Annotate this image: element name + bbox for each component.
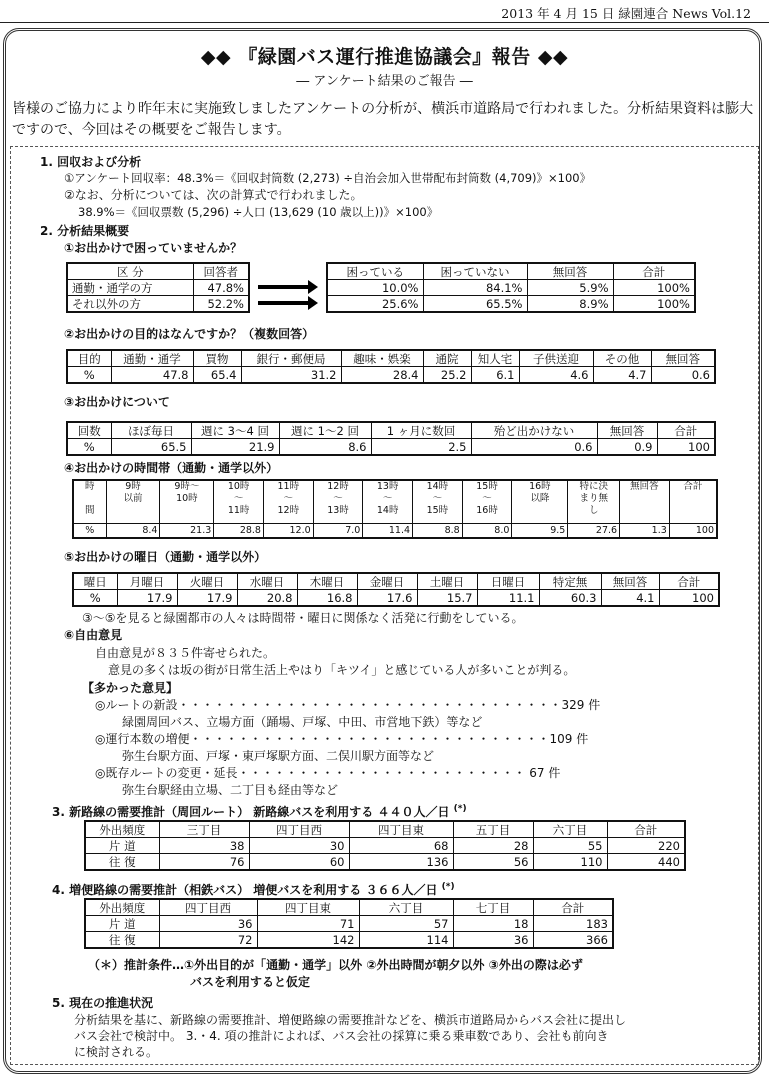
- section1-line2: ②なお、分析については、次の計算式で行われました。: [64, 188, 363, 202]
- s4-cell: 57: [359, 916, 453, 932]
- q1-cell: 5.9%: [527, 280, 613, 296]
- q1-header-respondents: 回答者: [193, 263, 249, 280]
- q4-header-line: 11時: [227, 505, 250, 516]
- q4-header-cell: [620, 480, 670, 524]
- s3-header-cell: 三丁目: [159, 821, 249, 838]
- s3-cell: 76: [159, 854, 249, 871]
- q6-line: 意見の多くは坂の街が日常生活上やはり「キツイ」と感じている人が多いことが判る。: [108, 663, 576, 677]
- q6-label: ⑥自由意見: [64, 628, 123, 642]
- q4-header-line: 〜: [333, 493, 343, 504]
- q5-value-cell: 11.1: [477, 590, 539, 607]
- s4-row-round-trip: [85, 932, 613, 949]
- s3-cell: 60: [249, 854, 349, 871]
- q6-line: ◎既存ルートの変更・延長・・・・・・・・・・・・・・・・・・・・・・・・ 67 件: [95, 766, 561, 780]
- q4-value-cell: 1.3: [620, 524, 670, 539]
- q6-line: 弥生台駅方面、戸塚・東戸塚駅方面、二俣川駅方面等など: [122, 749, 435, 763]
- q4-value-row: [73, 524, 717, 539]
- s4-cell: 183: [533, 916, 613, 932]
- s4-header-cell: 四丁目東: [257, 899, 359, 916]
- q5-header-cell: 火曜日: [177, 573, 237, 590]
- s3-cell: 68: [349, 838, 453, 854]
- q4-header-line: 10時: [176, 493, 198, 504]
- q3-value-cell: 8.6: [279, 439, 371, 456]
- q3-label: ③お出かけについて: [64, 395, 170, 409]
- q3-value-cell: 100: [657, 439, 715, 456]
- q3-header-cell: 無回答: [597, 422, 657, 439]
- section1-heading: 1. 回収および分析: [40, 155, 142, 169]
- new-route-demand-table: [84, 820, 686, 871]
- q4-header-line: 〜: [482, 493, 492, 504]
- s3-cell: 片 道: [85, 838, 159, 854]
- q5-value-cell: 15.7: [417, 590, 477, 607]
- q1-result-table: [326, 262, 696, 313]
- q4-header-line: 〜: [233, 493, 244, 504]
- q5-label: ⑤お出かけの曜日（通勤・通学以外）: [64, 550, 267, 564]
- s3-header-row: [85, 821, 685, 838]
- q2-value-cell: 4.7: [593, 367, 651, 384]
- q4-header-cell: [363, 480, 413, 524]
- q1-row-commuter-share: 47.8%: [193, 280, 249, 296]
- q2-value-cell: 31.2: [241, 367, 341, 384]
- q1-row-other-share: 52.2%: [193, 296, 249, 313]
- s4-cell: 片 道: [85, 916, 159, 932]
- q1-cell: 84.1%: [423, 280, 527, 296]
- q4-header-cell: [160, 480, 214, 524]
- q4-header-cell: [263, 480, 313, 524]
- q2-value-cell: 28.4: [341, 367, 423, 384]
- q5-value-cell: %: [73, 590, 117, 607]
- q6-line: ◎運行本数の増便・・・・・・・・・・・・・・・・・・・・・・・・・・・・・・109 件: [95, 732, 589, 746]
- q6-line: 弥生台駅経由立場、二丁目も経由等など: [122, 783, 339, 797]
- q4-label: ④お出かけの時間帯（通勤・通学以外）: [64, 461, 279, 475]
- q4-header-line: 以降: [530, 493, 550, 504]
- q4-header-line: 11時: [277, 481, 300, 492]
- q5-value-cell: 100: [659, 590, 719, 607]
- section5-line: 分析結果を基に、新路線の需要推計、増便路線の需要推計などを、横浜市道路局からバス会社に提出し: [74, 1013, 627, 1027]
- s3-cell: 440: [607, 854, 685, 871]
- q4-header-line: [514, 505, 565, 517]
- q4-header-line: [622, 493, 667, 505]
- q5-header-cell: 土曜日: [417, 573, 477, 590]
- q3-value-row: [67, 439, 715, 456]
- q2-header-row: [67, 350, 715, 367]
- q2-header-cell: 知人宅: [471, 350, 519, 367]
- q3-value-cell: 21.9: [191, 439, 279, 456]
- s3-cell: 30: [249, 838, 349, 854]
- newsletter-header: 2013 年 4 月 15 日 緑園連合 News Vol.12: [501, 6, 751, 21]
- q2-purpose-table: [66, 349, 716, 384]
- q5-weekday-table: [72, 572, 720, 607]
- q2-header-cell: 目的: [67, 350, 111, 367]
- q1-header-total: 合計: [613, 263, 695, 280]
- q4-header-line: 12時: [327, 481, 349, 492]
- q3-frequency-table: [66, 421, 716, 456]
- s3-row-one-way: [85, 838, 685, 854]
- q4-value-cell: 100: [669, 524, 717, 539]
- estimate-conditions-cont: バスを利用すると仮定: [190, 975, 311, 989]
- s3-cell: 往 復: [85, 854, 159, 871]
- q4-header-line: 以前: [123, 493, 143, 504]
- q4-value-cell: 7.0: [313, 524, 363, 539]
- q1-cell: 25.6%: [327, 296, 423, 313]
- q3-value-cell: 0.6: [471, 439, 597, 456]
- s4-cell: 往 復: [85, 932, 159, 949]
- q2-header-cell: 通勤・通学: [111, 350, 193, 367]
- q5-header-cell: 月曜日: [117, 573, 177, 590]
- q4-header-line: 14時: [426, 481, 449, 492]
- s4-cell: 36: [453, 932, 533, 949]
- q1-respondent-table: [66, 262, 250, 313]
- s4-cell: 36: [159, 916, 257, 932]
- arrow-right-icon: [258, 301, 310, 305]
- q1-cell: 10.0%: [327, 280, 423, 296]
- q4-value-cell: 27.6: [568, 524, 620, 539]
- q3-header-cell: ほぼ毎日: [111, 422, 191, 439]
- q2-value-row: [67, 367, 715, 384]
- q4-header-line: [162, 505, 211, 517]
- q2-header-cell: 銀行・郵便局: [241, 350, 341, 367]
- q1-cell: 100%: [613, 296, 695, 313]
- q4-value-cell: 8.0: [462, 524, 512, 539]
- s3-header-cell: 四丁目東: [349, 821, 453, 838]
- q2-header-cell: 無回答: [651, 350, 715, 367]
- s4-row-one-way: [85, 916, 613, 932]
- q1-header-troubled: 困っている: [327, 263, 423, 280]
- q4-header-line: [76, 493, 104, 505]
- q4-timeslot-table: [72, 479, 718, 539]
- q3-value-cell: %: [67, 439, 111, 456]
- q4-header-line: [622, 505, 667, 517]
- q5-value-cell: 60.3: [539, 590, 601, 607]
- q5-header-cell: 無回答: [601, 573, 659, 590]
- q4-header-row: [73, 480, 717, 524]
- q5-value-cell: 20.8: [237, 590, 297, 607]
- s4-cell: 114: [359, 932, 453, 949]
- section1-line1: ①アンケート回収率：48.3%＝《回収封筒数 (2,273) ÷自治会加入世帯配布封筒数 (4,709)》×100》: [64, 171, 592, 185]
- q4-header-cell: [73, 480, 106, 524]
- q6-line: 自由意見が８３５件寄せられた。: [95, 646, 276, 660]
- section3-mark: (*): [453, 804, 467, 814]
- q4-header-cell: [106, 480, 160, 524]
- q1-cell: 100%: [613, 280, 695, 296]
- s3-cell: 38: [159, 838, 249, 854]
- s4-header-cell: 合計: [533, 899, 613, 916]
- s3-header-cell: 四丁目西: [249, 821, 349, 838]
- q4-header-line: 無回答: [630, 481, 659, 492]
- q5-header-cell: 木曜日: [297, 573, 357, 590]
- q3-header-cell: 週に 3〜4 回: [191, 422, 279, 439]
- q4-value-cell: 21.3: [160, 524, 214, 539]
- q4-header-cell: [313, 480, 363, 524]
- s4-cell: 18: [453, 916, 533, 932]
- section4-heading: [52, 880, 455, 898]
- q4-header-line: 15時: [476, 481, 498, 492]
- s3-header-cell: 外出頻度: [85, 821, 159, 838]
- q4-header-line: [672, 493, 714, 505]
- q2-value-cell: 25.2: [423, 367, 471, 384]
- q6-line: 緑園周回バス、立場方面（踊場、戸塚、中田、市営地下鉄）等など: [122, 715, 483, 729]
- q2-header-cell: 通院: [423, 350, 471, 367]
- q3-header-cell: 合計: [657, 422, 715, 439]
- arrow-right-icon: [258, 285, 310, 289]
- q4-header-line: 合計: [683, 481, 703, 492]
- q4-header-line: 9時: [125, 481, 141, 492]
- q4-header-cell: [413, 480, 463, 524]
- page-title: ◆◆ 『緑園バス運行推進協議会』報告 ◆◆: [200, 46, 569, 68]
- q4-value-cell: 8.4: [106, 524, 160, 539]
- estimate-conditions: （＊）推計条件…①外出目的が「通勤・通学」以外 ②外出時間が朝夕以外 ③外出の際は必ず: [88, 958, 583, 972]
- q6-line: 【多かった意見】: [82, 681, 179, 695]
- q4-value-cell: 28.8: [214, 524, 264, 539]
- q5-header-cell: 水曜日: [237, 573, 297, 590]
- q2-header-cell: 子供送迎: [519, 350, 593, 367]
- q3-header-cell: 回数: [67, 422, 111, 439]
- q1-header-not-troubled: 困っていない: [423, 263, 527, 280]
- q5-header-row: [73, 573, 719, 590]
- q4-header-line: 16時: [476, 505, 498, 516]
- extra-service-demand-table: [84, 898, 614, 949]
- q1-cell: 8.9%: [527, 296, 613, 313]
- q2-header-cell: その他: [593, 350, 651, 367]
- s3-header-cell: 六丁目: [533, 821, 607, 838]
- q4-header-line: 時: [85, 481, 95, 492]
- s4-cell: 142: [257, 932, 359, 949]
- q2-value-cell: 4.6: [519, 367, 593, 384]
- q4-header-line: 〜: [382, 493, 393, 504]
- q3-header-cell: 週に 1〜2 回: [279, 422, 371, 439]
- section4-heading-text: 4. 増便路線の需要推計（相鉄バス） 増便バスを利用する ３６６人／日: [52, 883, 438, 897]
- q4-header-line: 15時: [426, 505, 449, 516]
- s3-cell: 28: [453, 838, 533, 854]
- s4-header-cell: 七丁目: [453, 899, 533, 916]
- section1-line3: 38.9%＝《回収票数 (5,296) ÷人口 (13,629 (10 歳以上))》×100》: [78, 205, 439, 219]
- q4-header-line: [672, 505, 714, 517]
- q3-5-observation: ③〜⑤を見ると緑園都市の人々は時間帯・曜日に関係なく活発に行動をしている。: [82, 611, 524, 625]
- q1-row-commuter: 通勤・通学の方: [67, 280, 193, 296]
- q4-header-line: 〜: [283, 493, 294, 504]
- q5-header-cell: 特定無: [539, 573, 601, 590]
- s3-cell: 56: [453, 854, 533, 871]
- q4-header-cell: [568, 480, 620, 524]
- s4-header-row: [85, 899, 613, 916]
- q4-header-line: 16時: [529, 481, 551, 492]
- q6-line: ◎ルートの新設・・・・・・・・・・・・・・・・・・・・・・・・・・・・・・・・329 件: [95, 698, 601, 712]
- q2-value-cell: 47.8: [111, 367, 193, 384]
- s3-cell: 220: [607, 838, 685, 854]
- q5-value-cell: 17.9: [117, 590, 177, 607]
- q4-header-cell: [462, 480, 512, 524]
- q4-header-line: 12時: [277, 505, 300, 516]
- section5-line: バス会社で検討中。 3.・4. 項の推計によれば、バス会社の採算に乗る乗車数であり、会社も前向き: [74, 1029, 609, 1043]
- q4-header-line: 13時: [327, 505, 349, 516]
- s3-header-cell: 五丁目: [453, 821, 533, 838]
- q4-value-cell: 11.4: [363, 524, 413, 539]
- q5-value-cell: 17.6: [357, 590, 417, 607]
- q4-header-line: まり無: [579, 493, 608, 504]
- q4-header-line: し: [588, 505, 599, 516]
- q4-header-line: 13時: [376, 481, 399, 492]
- section2-heading: 2. 分析結果概要: [40, 224, 130, 238]
- q3-header-row: [67, 422, 715, 439]
- q4-value-cell: 9.5: [512, 524, 568, 539]
- q3-value-cell: 65.5: [111, 439, 191, 456]
- s3-cell: 55: [533, 838, 607, 854]
- q3-header-cell: 殆ど出かけない: [471, 422, 597, 439]
- s4-header-cell: 六丁目: [359, 899, 453, 916]
- q5-header-cell: 合計: [659, 573, 719, 590]
- q3-value-cell: 0.9: [597, 439, 657, 456]
- q1-cell: 65.5%: [423, 296, 527, 313]
- s3-cell: 110: [533, 854, 607, 871]
- s3-cell: 136: [349, 854, 453, 871]
- q2-header-cell: 買物: [193, 350, 241, 367]
- s4-cell: 71: [257, 916, 359, 932]
- q2-label: ②お出かけの目的はなんですか？（複数回答）: [64, 327, 315, 341]
- page-subtitle: ― アンケート結果のご報告 ―: [296, 74, 473, 89]
- q4-header-line: 〜: [432, 493, 443, 504]
- section3-heading-text: 3. 新路線の需要推計（周回ルート） 新路線バスを利用する ４４０人／日: [52, 805, 450, 819]
- section4-mark: (*): [441, 882, 455, 892]
- q5-header-cell: 金曜日: [357, 573, 417, 590]
- s4-header-cell: 外出頻度: [85, 899, 159, 916]
- s3-row-round-trip: [85, 854, 685, 871]
- q2-value-cell: 65.4: [193, 367, 241, 384]
- q4-value-cell: 8.8: [413, 524, 463, 539]
- q4-header-line: 間: [85, 505, 95, 516]
- s4-cell: 72: [159, 932, 257, 949]
- s3-header-cell: 合計: [607, 821, 685, 838]
- q2-value-cell: 6.1: [471, 367, 519, 384]
- q4-value-cell: %: [73, 524, 106, 539]
- header-rule: [0, 22, 769, 23]
- q4-header-cell: [669, 480, 717, 524]
- q4-value-cell: 12.0: [263, 524, 313, 539]
- section5-line: に検討される。: [74, 1045, 159, 1059]
- intro-paragraph: 皆様のご協力により昨年末に実施致しましたアンケートの分析が、横浜市道路局で行われました。分析結果資料は膨大ですので、今回はその概要をご報告します。: [12, 101, 754, 138]
- q5-value-cell: 4.1: [601, 590, 659, 607]
- q4-header-cell: [214, 480, 264, 524]
- q4-header-line: 特に決: [579, 481, 608, 492]
- q4-header-line: 9時〜: [174, 481, 200, 492]
- section5-heading: 5. 現在の推進状況: [52, 996, 154, 1010]
- s4-cell: 366: [533, 932, 613, 949]
- q4-header-cell: [512, 480, 568, 524]
- q5-value-cell: 16.8: [297, 590, 357, 607]
- q1-header-no-answer: 無回答: [527, 263, 613, 280]
- q4-header-line: 10時: [227, 481, 250, 492]
- section3-heading: [52, 802, 467, 820]
- q5-value-row: [73, 590, 719, 607]
- q1-row-other: それ以外の方: [67, 296, 193, 313]
- q3-header-cell: 1 ヶ月に数回: [371, 422, 471, 439]
- q5-header-cell: 日曜日: [477, 573, 539, 590]
- s4-header-cell: 四丁目西: [159, 899, 257, 916]
- q4-header-line: 14時: [376, 505, 399, 516]
- q4-header-line: [109, 505, 158, 517]
- q5-value-cell: 17.9: [177, 590, 237, 607]
- q1-header-category: 区 分: [67, 263, 193, 280]
- q1-label: ①お出かけで困っていませんか？: [64, 241, 243, 255]
- q2-header-cell: 趣味・娯楽: [341, 350, 423, 367]
- q5-header-cell: 曜日: [73, 573, 117, 590]
- q2-value-cell: %: [67, 367, 111, 384]
- q3-value-cell: 2.5: [371, 439, 471, 456]
- q2-value-cell: 0.6: [651, 367, 715, 384]
